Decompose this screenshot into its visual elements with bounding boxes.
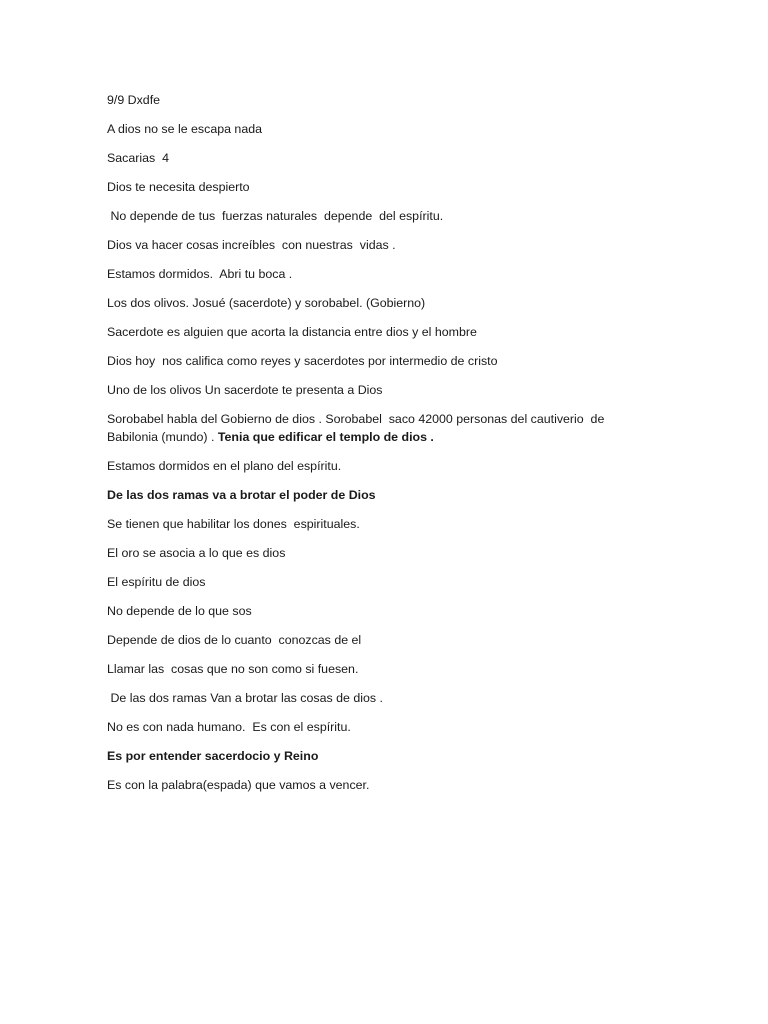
paragraph-mixed [107,410,637,446]
paragraph: Uno de los olivos Un sacerdote te presenta a Dios [107,383,383,397]
paragraph-normal-run: Sorobabel habla del Gobierno de dios . Sorobabel saco 42000 personas del cautiverio de Babilonia (mundo) . [107,412,608,444]
paragraph: Estamos dormidos. Abri tu boca . [107,267,293,281]
paragraph: No es con nada humano. Es con el espíritu. [107,720,351,734]
document-body [107,91,637,805]
paragraph-bold-run: Tenia que edificar el templo de dios . [217,430,434,444]
paragraph: Los dos olivos. Josué (sacerdote) y sorobabel. (Gobierno) [107,296,426,310]
paragraph-bold: De las dos ramas va a brotar el poder de Dios [107,488,376,502]
paragraph: No depende de tus fuerzas naturales depende del espíritu. [107,209,444,223]
paragraph: Dios va hacer cosas increíbles con nuestras vidas . [107,238,396,252]
paragraph: No depende de lo que sos [107,604,252,618]
paragraph: Depende de dios de lo cuanto conozcas de el [107,633,362,647]
paragraph: De las dos ramas Van a brotar las cosas de dios . [107,691,383,705]
paragraph: A dios no se le escapa nada [107,122,262,136]
paragraph: Dios hoy nos califica como reyes y sacerdotes por intermedio de cristo [107,354,498,368]
paragraph: Estamos dormidos en el plano del espíritu. [107,459,342,473]
paragraph-date: 9/9 Dxdfe [107,93,161,107]
paragraph: El oro se asocia a lo que es dios [107,546,286,560]
paragraph-bold: Es por entender sacerdocio y Reino [107,749,319,763]
paragraph: Llamar las cosas que no son como si fuesen. [107,662,359,676]
paragraph: El espíritu de dios [107,575,206,589]
paragraph: Se tienen que habilitar los dones espirituales. [107,517,360,531]
paragraph: Dios te necesita despierto [107,180,250,194]
paragraph: Sacarias 4 [107,151,169,165]
paragraph: Es con la palabra(espada) que vamos a vencer. [107,778,370,792]
paragraph: Sacerdote es alguien que acorta la distancia entre dios y el hombre [107,325,477,339]
